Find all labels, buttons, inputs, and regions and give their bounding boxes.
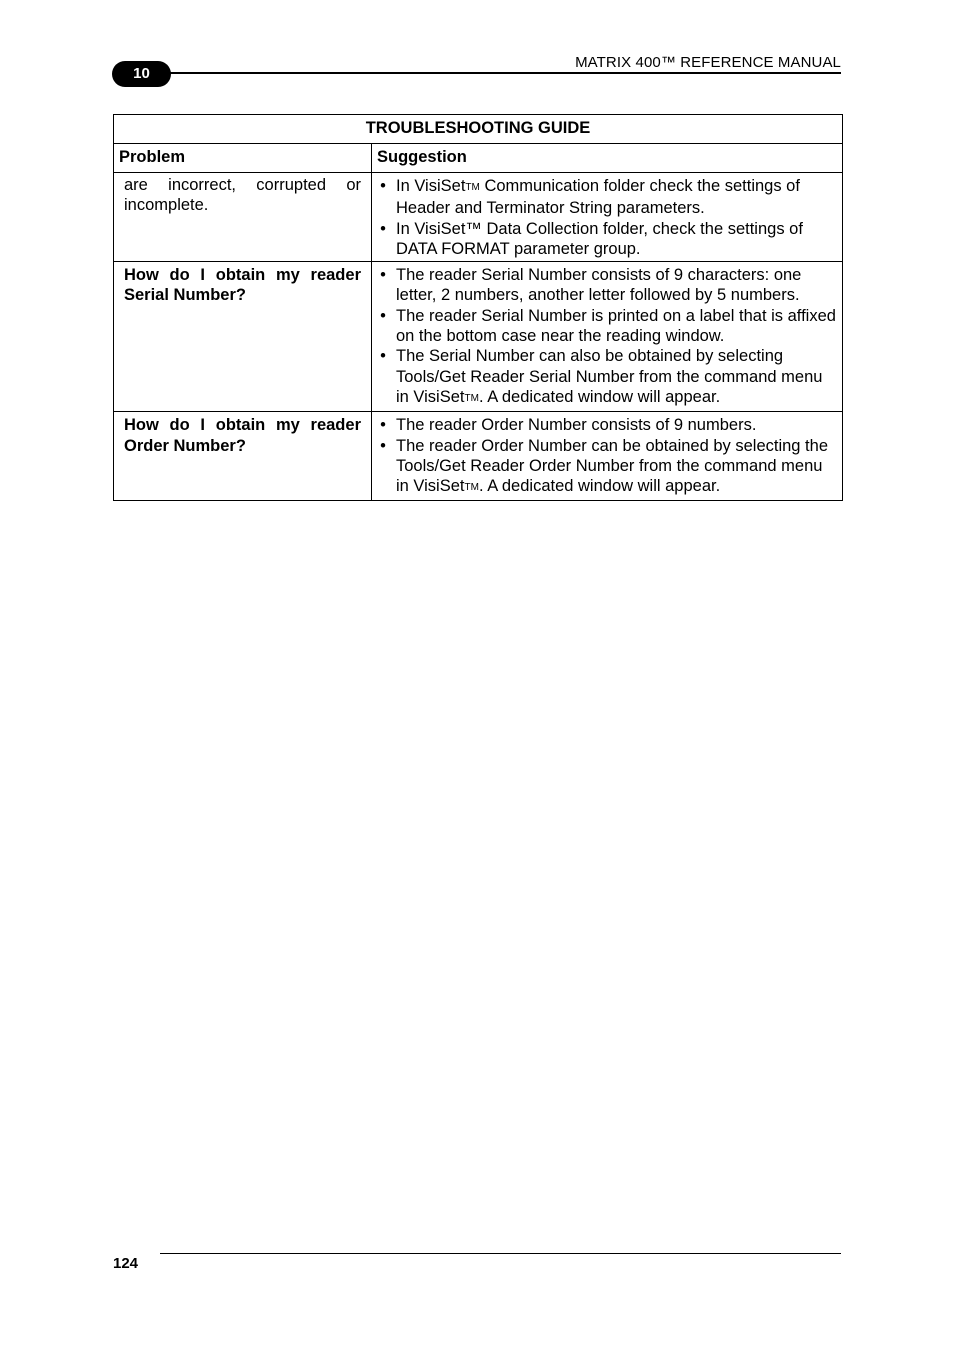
- suggestion-list: [376, 265, 836, 409]
- suggestion-list: [376, 176, 836, 259]
- suggestion-cell: [372, 173, 843, 262]
- column-header-problem: Problem: [114, 144, 372, 173]
- bullet-icon: •: [380, 266, 386, 285]
- suggestion-text: The reader Order Number consists of 9 numbers.: [396, 416, 757, 435]
- footer-rule: [160, 1253, 841, 1254]
- running-header-title: MATRIX 400™ REFERENCE MANUAL: [575, 54, 841, 71]
- suggestion-text: The reader Order Number can be obtained by selecting the Tools/Get Reader Order Number from the command menu in VisiSet: [396, 436, 828, 496]
- trademark-mark: TM: [465, 182, 480, 193]
- suggestion-text: In VisiSet: [396, 177, 466, 195]
- list-item: [376, 176, 836, 219]
- suggestion-text: In VisiSet™ Data Collection folder, check the settings of DATA FORMAT parameter group.: [396, 219, 803, 258]
- bullet-icon: •: [380, 416, 386, 435]
- table-title-row: [114, 115, 843, 144]
- problem-cell: [114, 412, 372, 501]
- suggestion-text-tail: . A dedicated window will appear.: [478, 477, 721, 496]
- table-header-row: [114, 144, 843, 173]
- bullet-icon: •: [380, 219, 386, 238]
- list-item: [376, 219, 836, 260]
- suggestion-cell: [372, 412, 843, 501]
- chapter-number-badge: 10: [112, 61, 171, 87]
- bullet-icon: •: [380, 306, 386, 325]
- column-header-suggestion: Suggestion: [372, 144, 843, 173]
- suggestion-list: [376, 415, 836, 498]
- trademark-mark: TM: [464, 392, 479, 404]
- list-item: [376, 265, 836, 306]
- bullet-icon: •: [380, 177, 386, 195]
- suggestion-cell: [372, 262, 843, 412]
- list-item: [376, 306, 836, 347]
- bullet-icon: •: [380, 436, 386, 455]
- header-rule: [160, 72, 841, 74]
- bullet-icon: •: [380, 347, 386, 366]
- list-item: [376, 346, 836, 409]
- problem-cell: [114, 173, 372, 262]
- suggestion-text: The Serial Number can also be obtained by selecting Tools/Get Reader Serial Number from the command menu in VisiSet: [396, 347, 823, 406]
- suggestion-text: The reader Serial Number is printed on a label that is affixed on the bottom case near the reading window.: [396, 306, 836, 346]
- suggestion-text-tail: Communication folder check the settings of Header and Terminator String parameters.: [396, 177, 800, 218]
- list-item: [376, 415, 836, 435]
- suggestion-text-tail: . A dedicated window will appear.: [478, 387, 721, 406]
- trademark-mark: TM: [464, 482, 479, 494]
- table-row: [114, 262, 843, 412]
- table-row: [114, 173, 843, 262]
- table-row: [114, 412, 843, 501]
- troubleshooting-table: [113, 114, 843, 501]
- problem-text: How do I obtain my reader Serial Number?: [124, 266, 361, 305]
- problem-text: How do I obtain my reader Order Number?: [124, 416, 361, 455]
- problem-cell: [114, 262, 372, 412]
- page-number: 124: [113, 1255, 139, 1272]
- suggestion-text: The reader Serial Number consists of 9 characters: one letter, 2 numbers, another letter followed by 5 numbers.: [396, 266, 802, 305]
- list-item: [376, 436, 836, 499]
- table-title: TROUBLESHOOTING GUIDE: [114, 115, 843, 144]
- problem-text: are incorrect, corrupted or incomplete.: [124, 176, 361, 215]
